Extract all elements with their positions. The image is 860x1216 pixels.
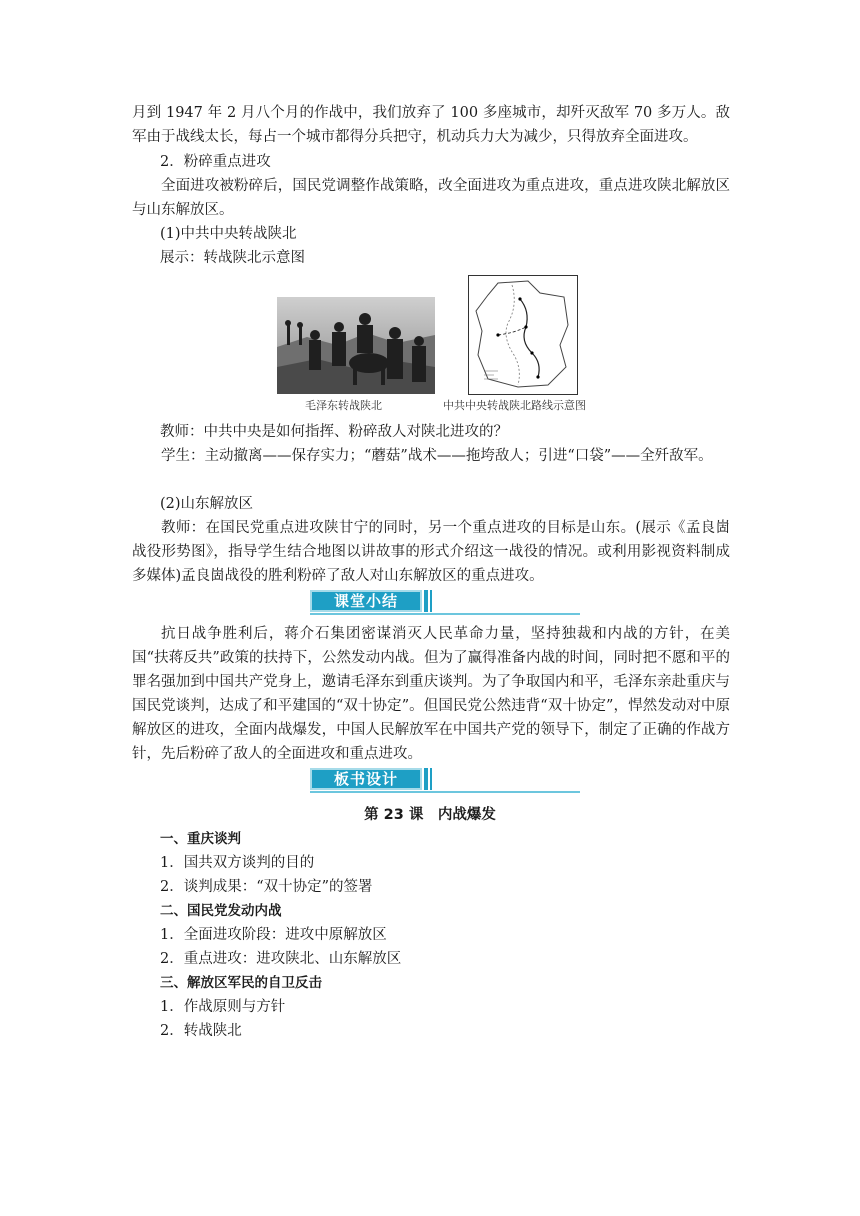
- section-banner-board: [310, 768, 580, 796]
- student-answer: 学生：主动撤离——保存实力；“蘑菇”战术——拖垮敌人；引进“口袋”——全歼敌军。: [161, 448, 713, 464]
- section-banner-summary: [310, 590, 580, 618]
- banner-bar: [430, 768, 432, 790]
- photo-caption: 毛泽东转战陕北: [305, 399, 382, 412]
- paragraph-campaign-result: 月到 1947 年 2 月八个月的作战中，我们放弃了 100 多座城市，却歼灭敌军 70 多万人。敌军由于战线太长，每占一个城市都得分兵把守，机动兵力大为减少，只得放弃全面进攻。: [132, 105, 730, 145]
- board-item-1-2: 2．谈判成果：“双十协定”的签署: [160, 879, 373, 895]
- heading-shaanbei: (1)中共中央转战陕北: [160, 226, 297, 242]
- paragraph-key-offensive: 全面进攻被粉碎后，国民党调整作战策略，改全面进攻为重点进攻，重点进攻陕北解放区与山东解放区。: [132, 178, 730, 218]
- banner-bar: [424, 768, 428, 790]
- board-title: 第 23 课 内战爆发: [364, 807, 496, 823]
- board-item-2-1: 1．全面进攻阶段：进攻中原解放区: [160, 927, 387, 943]
- show-map-line: 展示：转战陕北示意图: [160, 250, 305, 266]
- board-item-3-1: 1．作战原则与方针: [160, 999, 286, 1015]
- banner-board-label: 板书设计: [310, 768, 422, 790]
- heading-shandong: (2)山东解放区: [160, 496, 254, 512]
- map-caption: 中共中央转战陕北路线示意图: [443, 399, 586, 412]
- board-section-3: 三、解放区军民的自卫反击: [160, 975, 322, 991]
- banner-rule: [310, 613, 580, 615]
- paragraph-shandong: 教师：在国民党重点进攻陕甘宁的同时，另一个重点进攻的目标是山东。(展示《孟良崮战役形势图》，指导学生结合地图以讲故事的形式介绍这一战役的情况。或利用影视资料制成多媒体)孟良崮战役的胜利粉碎了敌人对山东解放区的重点进攻。: [132, 520, 730, 584]
- board-item-3-2: 2．转战陕北: [160, 1023, 242, 1039]
- banner-summary-label: 课堂小结: [310, 590, 422, 612]
- board-item-1-1: 1．国共双方谈判的目的: [160, 855, 315, 871]
- board-section-1: 一、重庆谈判: [160, 831, 241, 847]
- teacher-question: 教师：中共中央是如何指挥、粉碎敌人对陕北进攻的？: [160, 424, 508, 440]
- heading-key-offensive: 2．粉碎重点进攻: [160, 154, 271, 170]
- paragraph-class-summary: 抗日战争胜利后，蒋介石集团密谋消灭人民革命力量，坚持独裁和内战的方针，在美国“扶蒋反共”政策的扶持下，公然发动内战。但为了赢得准备内战的时间，同时把不愿和平的罪名强加到中国共产党身上，邀请毛泽东到重庆谈判。为了争取国内和平，毛泽东亲赴重庆与国民党谈判，达成了和平建国的“双十协定”。但国民党公然违背“双十协定”，悍然发动对中原解放区的进攻，全面内战爆发，中国人民解放军在中国共产党的领导下，制定了正确的作战方针，先后粉碎了敌人的全面进攻和重点进攻。: [132, 626, 730, 762]
- board-section-2: 二、国民党发动内战: [160, 903, 282, 919]
- photo-mao-shaanbei: [277, 297, 435, 394]
- map-shaanbei-route: [468, 275, 578, 395]
- banner-bar: [430, 590, 432, 612]
- banner-rule: [310, 791, 580, 793]
- board-item-2-2: 2．重点进攻：进攻陕北、山东解放区: [160, 951, 402, 967]
- banner-bar: [424, 590, 428, 612]
